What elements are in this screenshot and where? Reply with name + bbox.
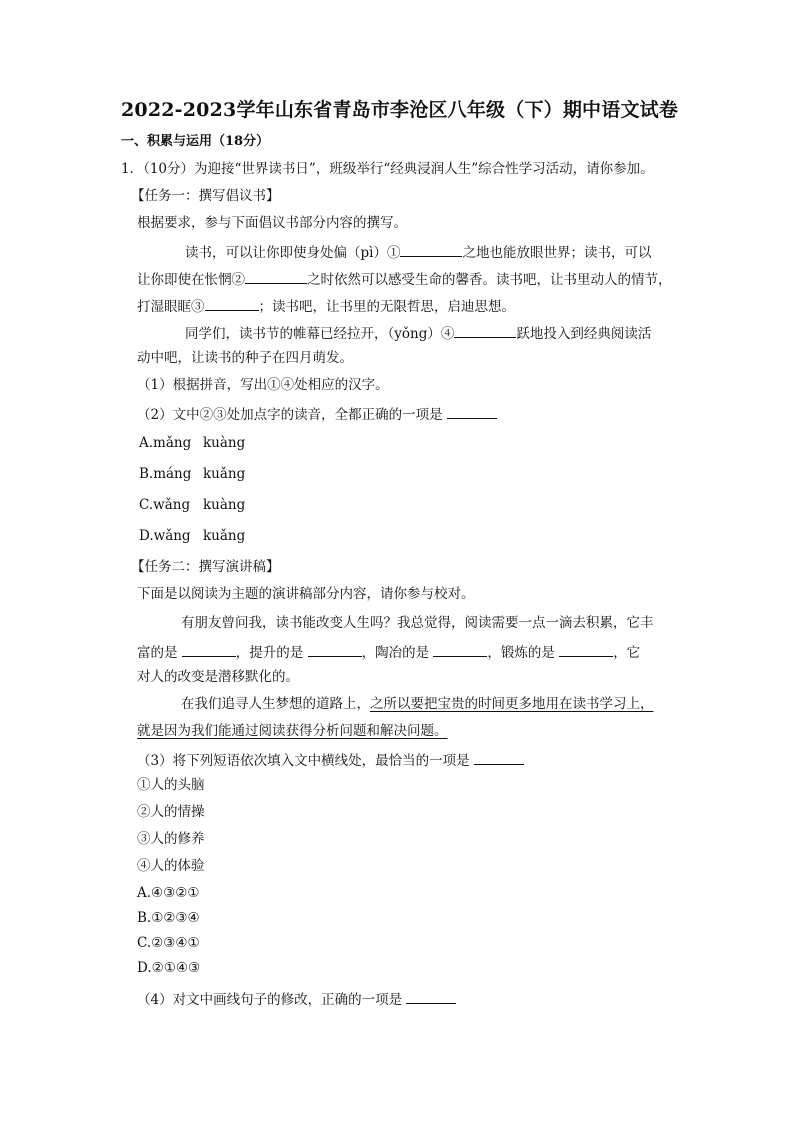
- answer-blank-2[interactable]: [447, 406, 497, 419]
- proposal-line-5: 动中吧，让读书的种子在四月萌发。: [137, 350, 353, 366]
- proposal-line-4-text-a: 同学们，读书节的帷幕已经拉开，（yǒng）④: [185, 326, 455, 342]
- sub-question-3: [137, 752, 524, 769]
- option-a-value: kuàng: [203, 435, 246, 451]
- option-b[interactable]: [139, 468, 245, 482]
- option-a-label: A.mǎng: [139, 435, 192, 451]
- option-c[interactable]: [139, 499, 245, 513]
- blank-3[interactable]: [205, 298, 259, 311]
- option-3c[interactable]: C.②③④①: [137, 935, 200, 951]
- sub-question-4: [137, 991, 456, 1008]
- phrase-3: ③人的修养: [137, 831, 205, 847]
- proposal-line-4-text-b: 跃地投入到经典阅读活: [516, 326, 652, 342]
- proposal-line-1: [185, 244, 651, 261]
- proposal-line-4: [185, 325, 651, 342]
- speech-line-4-text: 在我们追寻人生梦想的道路上，: [181, 696, 370, 712]
- speech-blank-2[interactable]: [308, 644, 362, 657]
- sub-question-4-text: （4）对文中画线句子的修改，正确的一项是: [137, 992, 403, 1008]
- option-b-value: kuǎng: [203, 466, 246, 482]
- speech-line-2-part-3: ，陶冶的是: [361, 645, 430, 661]
- option-3a[interactable]: A.④③②①: [137, 885, 200, 901]
- speech-line-2-part-1: 富的是: [137, 645, 178, 661]
- answer-blank-3[interactable]: [474, 752, 524, 765]
- section-heading: 一、积累与运用（18分）: [121, 134, 270, 149]
- proposal-line-3: [137, 298, 515, 315]
- proposal-line-2-text-a: 让你即使在怅惘②: [137, 272, 245, 288]
- speech-line-2-part-5: ，它: [613, 645, 641, 661]
- underlined-sentence-part-1: 之所以要把宝贵的时间更多地用在读书学习上，: [370, 696, 654, 712]
- proposal-line-1-text-b: 之地也能放眼世界；读书，可以: [462, 245, 652, 261]
- option-3d[interactable]: D.②①④③: [137, 960, 201, 976]
- sub-question-2: [137, 406, 497, 423]
- blank-1[interactable]: [400, 244, 462, 257]
- proposal-line-1-text-a: 读书，可以让你即使身处偏（pì）①: [185, 245, 401, 261]
- sub-question-2-text: （2）文中②③处加点字的读音，全都正确的一项是: [137, 407, 443, 423]
- option-c-label: C.wǎng: [139, 497, 191, 513]
- answer-blank-4[interactable]: [406, 991, 456, 1004]
- phrase-4: ④人的体验: [137, 858, 205, 874]
- sub-question-1: （1）根据拼音，写出①④处相应的汉字。: [137, 377, 389, 393]
- task-1-title: 【任务一：撰写倡议书】: [131, 188, 280, 204]
- option-d-label: D.wǎng: [139, 528, 191, 544]
- task-2-title: 【任务二：撰写演讲稿】: [131, 559, 280, 575]
- option-a[interactable]: [139, 437, 245, 451]
- option-3b[interactable]: B.①②③④: [137, 910, 200, 926]
- speech-line-2-part-4: ，锻炼的是: [487, 645, 555, 661]
- speech-line-1: 有朋友曾问我，读书能改变人生吗？我总觉得，阅读需要一点一滴去积累，它丰: [181, 615, 654, 631]
- speech-blank-4[interactable]: [559, 644, 613, 657]
- proposal-line-3-text-a: 打湿眼眶③: [137, 299, 205, 315]
- task-2-intro: 下面是以阅读为主题的演讲稿部分内容，请你参与校对。: [137, 586, 475, 602]
- sub-question-3-text: （3）将下列短语依次填入文中横线处，最恰当的一项是: [137, 753, 470, 769]
- speech-line-3: 对人的改变是潜移默化的。: [137, 669, 299, 685]
- phrase-2: ②人的情操: [137, 804, 205, 820]
- blank-2[interactable]: [245, 271, 307, 284]
- underlined-sentence-part-2: 就是因为我们能通过阅读获得分析问题和解决问题。: [137, 723, 448, 739]
- speech-line-4: [181, 698, 654, 712]
- speech-line-2-part-2: ，提升的是: [235, 645, 304, 661]
- proposal-line-2-text-b: 之时依然可以感受生命的馨香。读书吧，让书里动人的情节，: [307, 272, 672, 288]
- proposal-line-3-text-b: ；读书吧，让书里的无限哲思，启迪思想。: [258, 299, 515, 315]
- speech-line-2: [137, 644, 640, 661]
- question-1-stem: 1．（10分）为迎接“世界读书日”，班级举行“经典浸润人生”综合性学习活动，请你参加。: [121, 161, 654, 177]
- blank-4[interactable]: [454, 325, 516, 338]
- page-title: 2022-2023学年山东省青岛市李沧区八年级（下）期中语文试卷: [121, 99, 679, 121]
- option-d[interactable]: [139, 530, 245, 544]
- proposal-line-2: [137, 271, 672, 288]
- task-1-intro: 根据要求，参与下面倡议书部分内容的撰写。: [137, 215, 407, 231]
- speech-blank-1[interactable]: [182, 644, 236, 657]
- option-b-label: B.máng: [139, 466, 192, 482]
- phrase-1: ①人的头脑: [137, 777, 205, 793]
- option-c-value: kuàng: [203, 497, 246, 513]
- speech-blank-3[interactable]: [433, 644, 487, 657]
- option-d-value: kuǎng: [203, 528, 246, 544]
